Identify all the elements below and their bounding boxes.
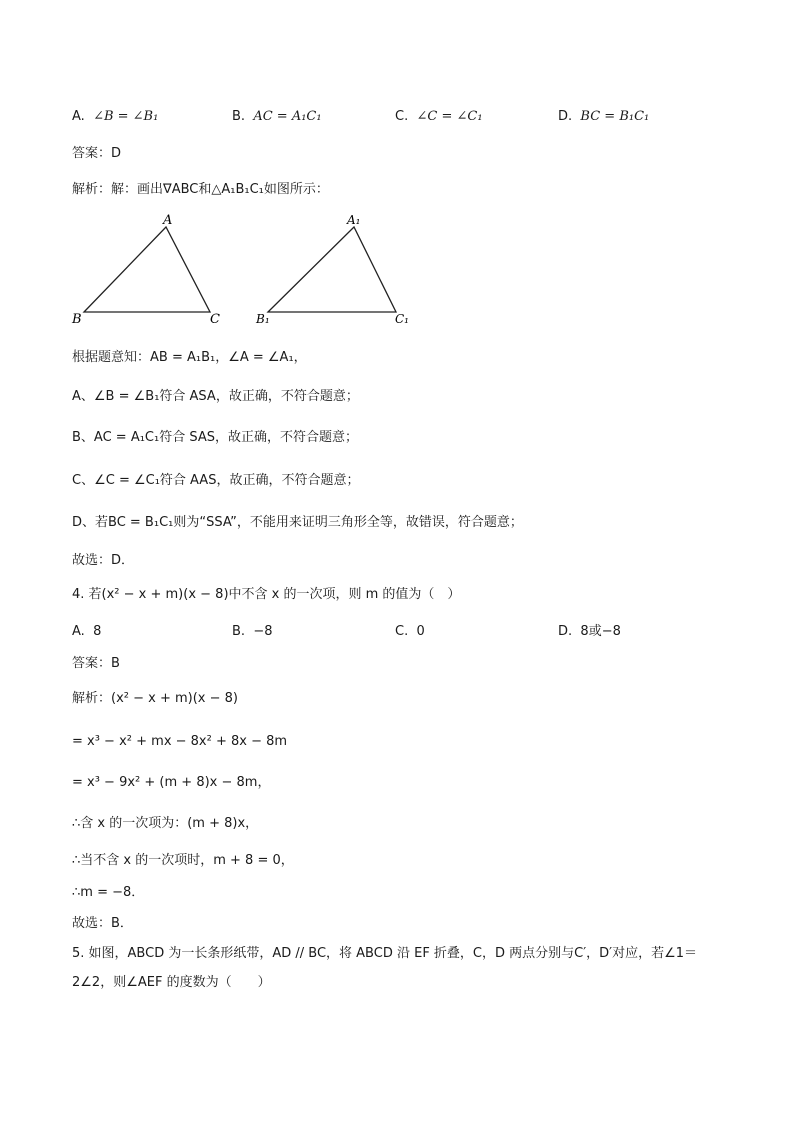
triangle-abc [84,227,210,312]
label-b: B [72,312,82,327]
q3-step-4: D、若BC = B₁C₁则为“SSA”，不能用来证明三角形全等，故错误，符合题意； [72,515,523,530]
q4-step-0: 解析：(x² − x + m)(x − 8) [72,691,238,706]
label-a: A [163,213,173,228]
q3-step-2: B、AC = A₁C₁符合 SAS，故正确，不符合题意； [72,430,358,445]
q5-line-1: 5. 如图，ABCD 为一长条形纸带，AD // BC，将 ABCD 沿 EF 折叠，C，D 两点分别与C′，D′对应，若∠1＝ [72,946,698,961]
option-d: D. BC = B₁C₁ [558,109,650,124]
q3-answer: 答案：D [72,146,122,161]
q4-answer: 答案：B [72,656,120,671]
q3-step-0: 根据题意知：AB = A₁B₁，∠A = ∠A₁， [72,350,307,365]
q4-step-5: ∴m = −8． [72,885,145,900]
label-b1: B₁ [256,312,270,326]
q3-step-3: C、∠C = ∠C₁符合 AAS，故正确，不符合题意； [72,473,360,488]
option-a: A. ∠B = ∠B₁ [72,109,159,124]
triangle-figure [60,212,420,332]
q4-option-c: C. 0 [395,624,425,639]
q5-line-2: 2∠2，则∠AEF 的度数为（ ） [72,975,271,990]
q4-option-a: A. 8 [72,624,102,639]
option-c: C. ∠C = ∠C₁ [395,109,483,124]
q3-step-1: A、∠B = ∠B₁符合 ASA，故正确，不符合题意； [72,389,359,404]
label-c: C [210,312,220,327]
q4-step-1: = x³ − x² + mx − 8x² + 8x − 8m [72,734,288,749]
q4-question: 4. 若(x² − x + m)(x − 8)中不含 x 的一次项，则 m 的值为（ ） [72,587,461,602]
q4-step-2: = x³ − 9x² + (m + 8)x − 8m， [72,775,271,790]
triangle-a1b1c1 [268,227,396,312]
q3-analysis-intro: 解析：解：画出∇ABC和△A₁B₁C₁如图所示： [72,182,329,197]
q4-step-4: ∴当不含 x 的一次项时，m + 8 = 0， [72,853,294,868]
q3-step-5: 故选：D． [72,553,135,568]
option-b: B. AC = A₁C₁ [232,109,322,124]
q4-option-b: B. −8 [232,624,273,639]
q4-step-6: 故选：B． [72,916,133,931]
label-c1: C₁ [395,312,409,326]
q4-option-d: D. 8或−8 [558,624,621,639]
label-a1: A₁ [347,213,361,227]
q4-step-3: ∴含 x 的一次项为：(m + 8)x， [72,816,259,831]
